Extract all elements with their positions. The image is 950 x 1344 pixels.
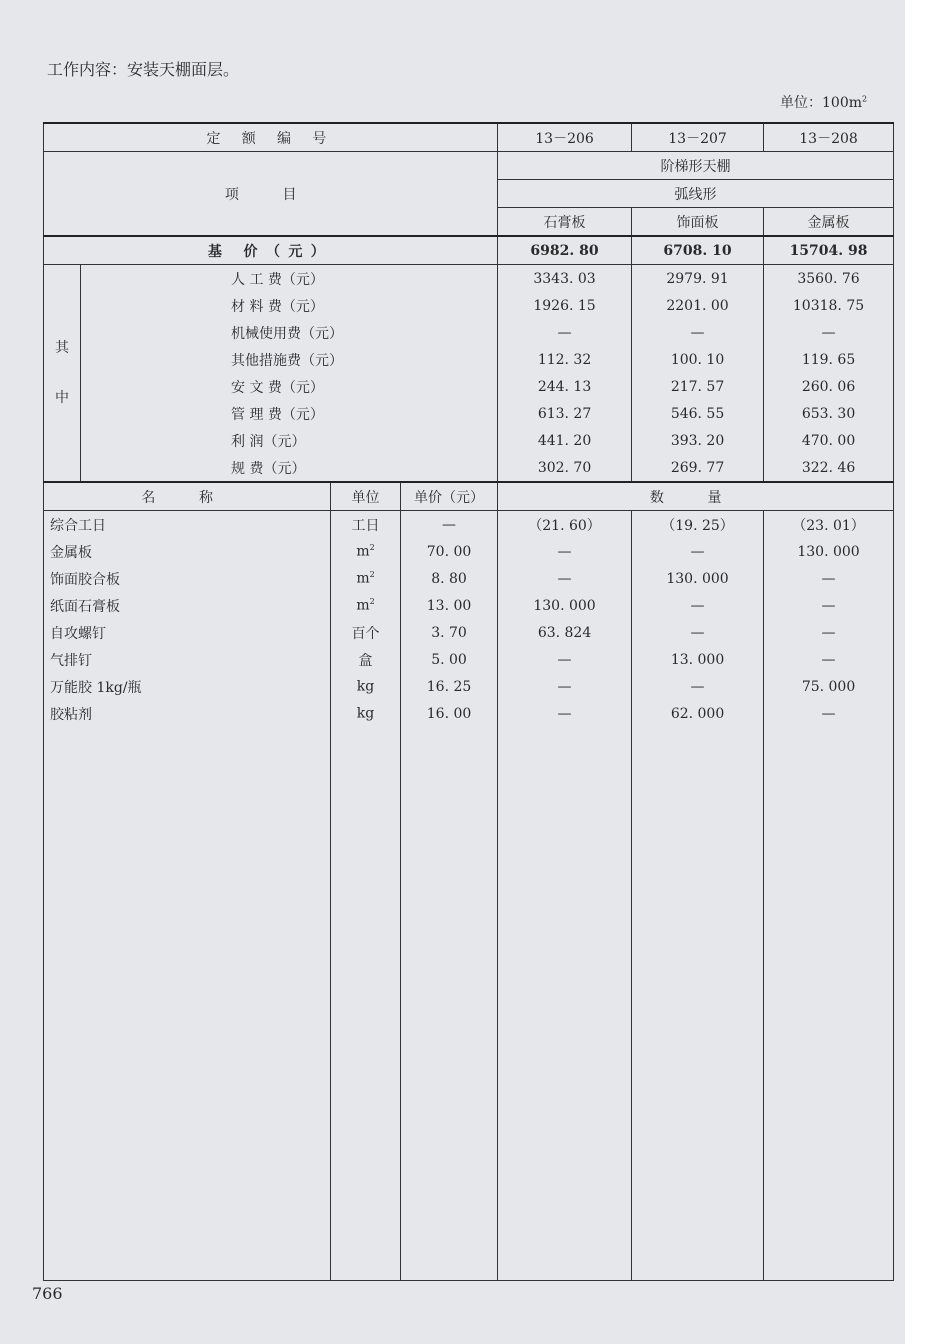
material-qty: — [632, 673, 764, 700]
material-price: 5. 00 [401, 646, 498, 673]
code-2: 13－207 [632, 123, 764, 152]
material-qty: — [764, 565, 894, 592]
work-content: 工作内容：安装天棚面层。 [47, 60, 240, 79]
page-edge-shadow [905, 0, 950, 1344]
material-name: 饰面胶合板 [44, 565, 331, 592]
cost-value: — [632, 319, 764, 346]
cost-value: 546. 55 [632, 400, 764, 427]
cost-row [44, 373, 894, 400]
material-qty: — [498, 565, 632, 592]
material-qty: — [764, 700, 894, 727]
cost-value: 653. 30 [764, 400, 894, 427]
quota-table [43, 122, 894, 1281]
cost-value: 100. 10 [632, 346, 764, 373]
cost-label: 其他措施费（元） [81, 346, 498, 373]
material-qty: （21. 60） [498, 511, 632, 539]
material-row [44, 673, 894, 700]
material-qty: — [632, 592, 764, 619]
cost-value: 2201. 00 [632, 292, 764, 319]
material-unit: $m^2$ [331, 565, 401, 592]
material-name: 纸面石膏板 [44, 592, 331, 619]
code-1: 13－206 [498, 123, 632, 152]
material-qty: 75. 000 [764, 673, 894, 700]
material-qty: — [498, 700, 632, 727]
material-price: 8. 80 [401, 565, 498, 592]
material-row [44, 619, 894, 646]
material-price: 16. 00 [401, 700, 498, 727]
quota-no-row [44, 123, 894, 152]
material-name: 金属板 [44, 538, 331, 565]
mat-name-header: 名 称 [44, 482, 331, 511]
material-row [44, 592, 894, 619]
cost-label: 管 理 费（元） [81, 400, 498, 427]
quota-no-label: 定 额 编 号 [44, 123, 498, 152]
page-number: 766 [32, 1284, 63, 1303]
material-unit: 百个 [331, 619, 401, 646]
cost-value: 393. 20 [632, 427, 764, 454]
mat-unit-header: 单位 [331, 482, 401, 511]
filler-cell [632, 727, 764, 1281]
subgroup-title: 弧线形 [498, 180, 894, 208]
cost-value: 470. 00 [764, 427, 894, 454]
cost-value: — [764, 319, 894, 346]
cost-value: 269. 77 [632, 454, 764, 482]
subtype-2: 饰面板 [632, 208, 764, 237]
filler-cell [331, 727, 401, 1281]
material-qty: — [498, 646, 632, 673]
group-title: 阶梯形天棚 [498, 152, 894, 180]
cost-value: 119. 65 [764, 346, 894, 373]
material-price: 70. 00 [401, 538, 498, 565]
group-row [44, 152, 894, 180]
cost-value: 260. 06 [764, 373, 894, 400]
cost-value: 613. 27 [498, 400, 632, 427]
table-filler-row [44, 727, 894, 1281]
cost-value: 217. 57 [632, 373, 764, 400]
material-name: 自攻螺钉 [44, 619, 331, 646]
material-qty: — [764, 592, 894, 619]
material-qty: — [764, 646, 894, 673]
filler-cell [401, 727, 498, 1281]
cost-label: 利 润（元） [81, 427, 498, 454]
cost-value: 3560. 76 [764, 265, 894, 293]
cost-row [44, 319, 894, 346]
material-qty: — [764, 619, 894, 646]
material-qty: 62. 000 [632, 700, 764, 727]
cost-value: 3343. 03 [498, 265, 632, 293]
material-unit: kg [331, 700, 401, 727]
material-unit: 盒 [331, 646, 401, 673]
cost-row [44, 400, 894, 427]
subtype-3: 金属板 [764, 208, 894, 237]
cost-value: 322. 46 [764, 454, 894, 482]
material-row [44, 538, 894, 565]
filler-cell [498, 727, 632, 1281]
material-price: 16. 25 [401, 673, 498, 700]
material-row [44, 565, 894, 592]
cost-row [44, 454, 894, 482]
cost-row [44, 427, 894, 454]
base-price-label: 基 价（元） [44, 236, 498, 265]
material-qty: 130. 000 [632, 565, 764, 592]
of-which-label: 其 中 [44, 265, 81, 483]
material-name: 万能胶 1kg/瓶 [44, 673, 331, 700]
material-name: 胶粘剂 [44, 700, 331, 727]
material-name: 气排钉 [44, 646, 331, 673]
cost-value: — [498, 319, 632, 346]
cost-value: 441. 20 [498, 427, 632, 454]
material-name: 综合工日 [44, 511, 331, 539]
cost-label: 安 文 费（元） [81, 373, 498, 400]
material-row [44, 646, 894, 673]
material-qty: 63. 824 [498, 619, 632, 646]
material-unit: 工日 [331, 511, 401, 539]
base-price-3: 15704. 98 [764, 236, 894, 265]
material-unit: $m^2$ [331, 592, 401, 619]
cost-label: 规 费（元） [81, 454, 498, 482]
cost-value: 2979. 91 [632, 265, 764, 293]
material-header-row [44, 482, 894, 511]
material-qty: 130. 000 [498, 592, 632, 619]
cost-value: 112. 32 [498, 346, 632, 373]
material-unit: $m^2$ [331, 538, 401, 565]
mat-price-header: 单价（元） [401, 482, 498, 511]
subtype-1: 石膏板 [498, 208, 632, 237]
cost-value: 302. 70 [498, 454, 632, 482]
base-price-2: 6708. 10 [632, 236, 764, 265]
cost-row [44, 346, 894, 373]
code-3: 13－208 [764, 123, 894, 152]
material-price: 13. 00 [401, 592, 498, 619]
cost-label: 材 料 费（元） [81, 292, 498, 319]
base-price-1: 6982. 80 [498, 236, 632, 265]
material-row [44, 511, 894, 539]
material-qty: — [498, 538, 632, 565]
cost-value: 1926. 15 [498, 292, 632, 319]
material-row [44, 700, 894, 727]
material-qty: （19. 25） [632, 511, 764, 539]
cost-value: 244. 13 [498, 373, 632, 400]
material-price: 3. 70 [401, 619, 498, 646]
material-qty: 130. 000 [764, 538, 894, 565]
base-price-row [44, 236, 894, 265]
material-qty: — [632, 619, 764, 646]
cost-row [44, 292, 894, 319]
filler-cell [764, 727, 894, 1281]
unit-note: 单位：$100m^2$ [780, 94, 868, 111]
material-qty: 13. 000 [632, 646, 764, 673]
cost-row [44, 265, 894, 293]
filler-cell [44, 727, 331, 1281]
mat-qty-header: 数 量 [498, 482, 894, 511]
item-label: 项 目 [44, 152, 498, 237]
material-qty: — [632, 538, 764, 565]
material-unit: kg [331, 673, 401, 700]
material-qty: — [498, 673, 632, 700]
cost-label: 人 工 费（元） [81, 265, 498, 293]
cost-label: 机械使用费（元） [81, 319, 498, 346]
material-qty: （23. 01） [764, 511, 894, 539]
material-price: — [401, 511, 498, 539]
cost-value: 10318. 75 [764, 292, 894, 319]
